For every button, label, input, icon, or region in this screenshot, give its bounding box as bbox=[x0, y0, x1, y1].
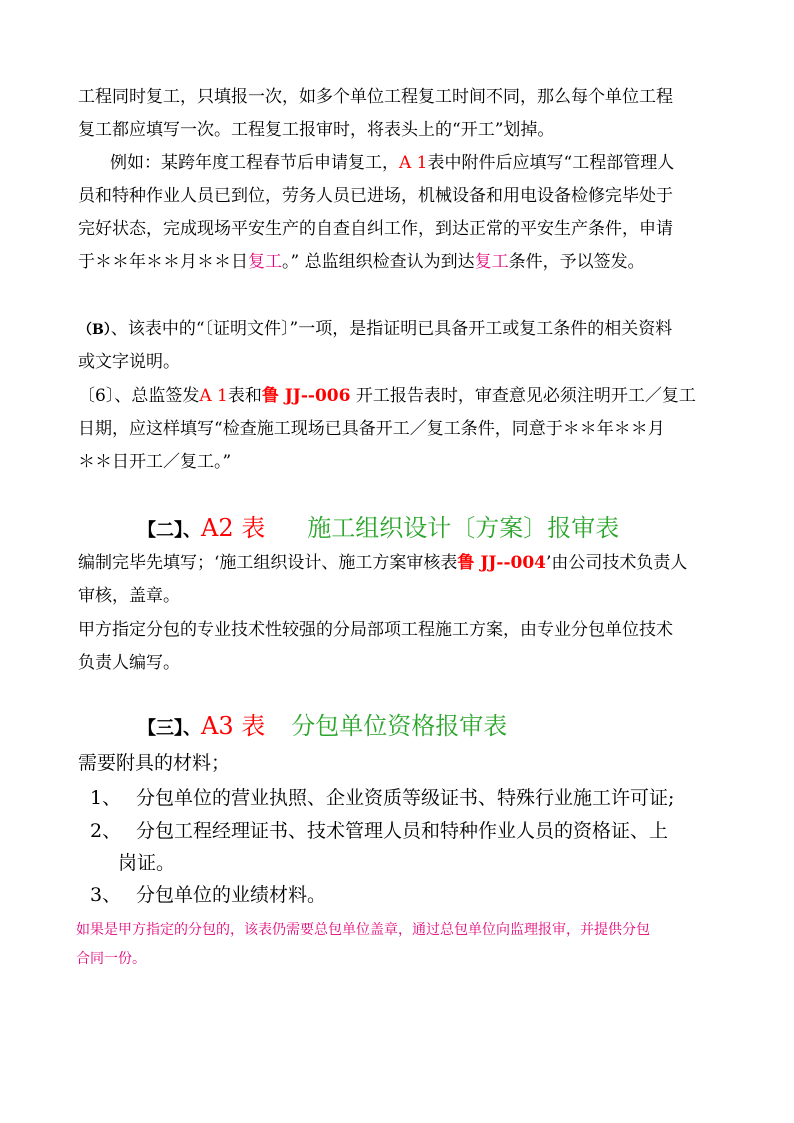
list-item-number: 1、 bbox=[90, 787, 122, 809]
paragraph-line: 或文字说明。 bbox=[78, 352, 180, 372]
section-title: 施工组织设计〔方案〕报审表 bbox=[307, 514, 620, 542]
form-code: A3 表 bbox=[201, 712, 266, 740]
paragraph-line: 于＊＊年＊＊月＊＊日复工。” 总监组织检查认为到达复工条件，予以签发。 bbox=[78, 252, 645, 272]
list-item: 分包工程经理证书、技术管理人员和特种作业人员的资格证、上 bbox=[136, 820, 669, 842]
list-item: 分包单位的业绩材料。 bbox=[136, 884, 327, 906]
note-line: 如果是甲方指定的分包的，该表仍需要总包单位盖章，通过总包单位向监理报审，并提供分包 bbox=[76, 922, 650, 938]
paragraph-line: 例如：某跨年度工程春节后申请复工，A 1表中附件后应填写“工程部管理人 bbox=[110, 153, 675, 173]
paragraph-line: 员和特种作业人员已到位，劳务人员已进场，机械设备和用电设备检修完毕处于 bbox=[78, 186, 673, 206]
paragraph-line: ＊＊日开工／复工。” bbox=[78, 452, 232, 472]
highlight-resume: 复工 bbox=[474, 252, 509, 272]
form-ref-a1: A 1 bbox=[199, 386, 228, 406]
section-heading-a2: 【二】、A2 表 施工组织设计〔方案〕报审表 bbox=[138, 514, 620, 542]
list-item: 分包单位的营业执照、企业资质等级证书、特殊行业施工许可证; bbox=[136, 787, 675, 809]
paragraph-line: 〔6〕、总监签发A 1表和鲁 JJ--006 开工报告表时，审查意见必须注明开工／复工 bbox=[78, 386, 696, 406]
paragraph-line: 复工都应填写一次。工程复工报审时，将表头上的“开工”划掉。 bbox=[78, 120, 555, 140]
paragraph-line: 完好状态，完成现场平安生产的自查自纠工作，到达正常的平安生产条件，申请 bbox=[78, 219, 673, 239]
list-intro: 需要附具的材料； bbox=[78, 752, 231, 774]
form-code: A2 表 bbox=[201, 514, 266, 542]
paragraph-line: （B）、该表中的“〔证明文件〕”一项，是指证明已具备开工或复工条件的相关资料 bbox=[78, 319, 673, 339]
form-ref-lu-jj-004: 鲁 JJ--004 bbox=[457, 553, 547, 573]
highlight-resume: 复工 bbox=[248, 252, 282, 272]
form-ref-a1: A 1 bbox=[399, 153, 428, 173]
list-item-continuation: 岗证。 bbox=[118, 852, 176, 874]
paragraph-line: 日期，应这样填写“检查施工现场已具备开工／复工条件，同意于＊＊年＊＊月 bbox=[78, 419, 665, 439]
paragraph-line: 审核，盖章。 bbox=[78, 586, 180, 606]
form-ref-lu-jj-006: 鲁 JJ--006 bbox=[261, 386, 351, 406]
list-item-number: 3、 bbox=[90, 884, 122, 906]
paragraph-line: 编制完毕先填写；‘施工组织设计、施工方案审核表鲁 JJ--004’由公司技术负责人 bbox=[78, 553, 688, 573]
paragraph-line: 甲方指定分包的专业技术性较强的分局部项工程施工方案，由专业分包单位技术 bbox=[78, 620, 673, 640]
section-title: 分包单位资格报审表 bbox=[291, 712, 508, 740]
section-heading-a3: 【三】、A3 表 分包单位资格报审表 bbox=[138, 712, 508, 740]
note-line: 合同一份。 bbox=[76, 951, 146, 967]
paragraph-line: 负责人编写。 bbox=[78, 653, 180, 673]
paragraph-line: 工程同时复工，只填报一次，如多个单位工程复工时间不同，那么每个单位工程 bbox=[78, 87, 673, 107]
list-item-number: 2、 bbox=[90, 820, 122, 842]
